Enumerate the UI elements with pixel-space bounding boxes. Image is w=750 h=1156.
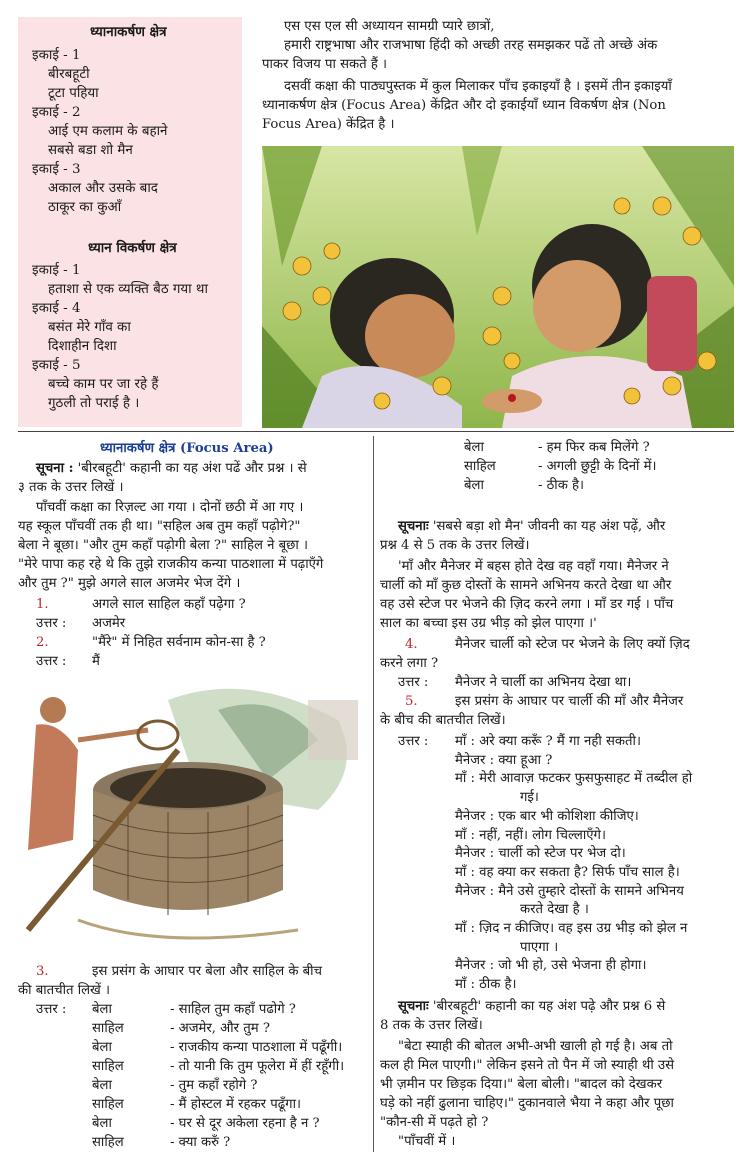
conversation-line: करते देखा है । bbox=[520, 902, 589, 918]
conversation-line: मैनेजर : एक बार भी कोशिशा कीजिए। bbox=[455, 808, 639, 824]
dialogue-speaker: बेला bbox=[464, 440, 484, 455]
toc-unit: इकाई - 2 bbox=[32, 105, 81, 120]
question-number: 1. bbox=[36, 597, 49, 612]
conversation-line: माँ : ज़िद न कीजिए। वह इस उग्र भीड़ को झेल न bbox=[455, 921, 688, 936]
dialogue-speaker: बेला bbox=[92, 1116, 112, 1131]
nonfocus-heading: ध्यान विकर्षण क्षेत्र bbox=[88, 240, 177, 256]
toc-item: दिशाहीन दिशा bbox=[48, 339, 117, 354]
answer-label: उत्तर : bbox=[398, 734, 429, 749]
question-number: 5. bbox=[405, 694, 418, 709]
column-divider bbox=[373, 436, 374, 1152]
passage-line: साल का बच्चा इस उग्र भीड़ को झेल पाएगा ।' bbox=[380, 616, 597, 631]
question-text: इस प्रसंग के आघार पर बेला और साहिल के बीच bbox=[92, 964, 322, 979]
question-text: इस प्रसंग के आघार पर चार्ली की माँ और मैनेजर bbox=[455, 694, 684, 709]
intro-line: हमारी राष्ट्रभाषा और राजभाषा हिंदी को अच्छी तरह समझकर पढें तो अच्छे अंक bbox=[284, 38, 658, 53]
dialogue-line: - राजकीय कन्या पाठशाला में पढूँगी। bbox=[170, 1040, 343, 1055]
intro-line: Focus Area) केंद्रित है । bbox=[262, 117, 395, 132]
passage-line: बेला ने बूछा। "और तुम कहाँ पढ़ोगी बेला ?" साहिल ने बूछा । bbox=[18, 538, 308, 553]
question-number: 4. bbox=[405, 637, 418, 652]
conversation-line: मैनेजर : चार्ली को स्टेज पर भेज दो। bbox=[455, 846, 626, 862]
dialogue-line: - हम फिर कब मिलेंगे ? bbox=[538, 440, 650, 455]
question-number: 3. bbox=[36, 964, 49, 979]
note-text: प्रश्न 4 से 5 तक के उत्तर लिखें। bbox=[380, 538, 530, 553]
focus-heading: ध्यानाकर्षण क्षेत्र bbox=[90, 24, 167, 40]
intro-line: दसवीं कक्षा की पाठ्यपुस्तक में कुल मिलाकर पाँच इकाइयाँ है । इसमें तीन इकाइयाँ bbox=[284, 79, 672, 94]
intro-line: ध्यानाकर्षण क्षेत्र (Focus Area) केंद्रित और दो इकाईयाँ ध्यान विकर्षण क्षेत्र (Non bbox=[262, 98, 666, 113]
toc-unit: इकाई - 1 bbox=[32, 263, 81, 278]
toc-item: टूटा पहिया bbox=[48, 86, 99, 101]
toc-item: सबसे बडा शो मैन bbox=[48, 143, 133, 158]
passage-line: "पाँचवीं में । bbox=[398, 1134, 456, 1149]
dialogue-speaker: साहिल bbox=[92, 1059, 124, 1074]
passage-line: "मेरे पापा कह रहे थे कि तुझे राजकीय कन्या पाठशाला में पढ़ाएँगे bbox=[18, 557, 324, 572]
dialogue-speaker: बेला bbox=[464, 478, 484, 493]
passage-line: भी ज़मीन पर छिड़क दिया।" बेला बोली। "बादल को देखकर bbox=[380, 1077, 663, 1092]
question-text: "मैंरे" में निहित सर्वनाम कोन-सा है ? bbox=[92, 635, 266, 650]
conversation-line: माँ : ठीक है। bbox=[455, 977, 517, 993]
children-illustration bbox=[262, 146, 734, 428]
passage-line: कल ही मिल पाएगी।" लेकिन इसने तो पैन में जो स्याही थी उसे bbox=[380, 1058, 675, 1073]
conversation-line: पाएगा । bbox=[520, 939, 559, 955]
conversation-line: मैनेजर : मैने उसे तुम्हारे दोस्तों के सामने अभिनय bbox=[455, 883, 684, 899]
conversation-line: माँ : अरे क्या करूँ ? मैं गा नही सकती। bbox=[455, 734, 641, 749]
dialogue-line: - तुम कहाँ रहोगे ? bbox=[170, 1078, 258, 1093]
passage-line: चार्ली को माँ कुछ दोस्तों के सामने अभिनय करते देखा था और bbox=[380, 578, 672, 593]
question-text: मैनेजर चार्ली को स्टेज पर भेजने के लिए क्यों ज़िद bbox=[455, 637, 690, 652]
toc-item: गुठली तो पराई है । bbox=[48, 396, 140, 411]
intro-line: एस एस एल सी अध्यायन सामग्री प्यारे छात्रों, bbox=[284, 19, 495, 34]
toc-unit: इकाई - 3 bbox=[32, 162, 81, 177]
passage-line: "कौन-सी में पढ़ते हो ? bbox=[380, 1115, 489, 1130]
dialogue-line: - मैं होस्टल में रहकर पढूँगा। bbox=[170, 1097, 301, 1112]
dialogue-line: - ठीक है। bbox=[538, 478, 585, 493]
dialogue-speaker: साहिल bbox=[92, 1021, 124, 1036]
question-text: की बातचीत लिखें । bbox=[18, 983, 111, 998]
dialogue-line: - अजमेर, और तुम ? bbox=[170, 1021, 270, 1036]
intro-line: पाकर विजय पा सकते हैं । bbox=[262, 57, 388, 72]
dialogue-speaker: साहिल bbox=[92, 1135, 124, 1150]
passage-line: 'माँ और मैनेजर में बहस होते देख वह वहाँ गया। मैनेजर ने bbox=[398, 559, 669, 574]
toc-unit: इकाई - 4 bbox=[32, 301, 81, 316]
dialogue-speaker: साहिल bbox=[92, 1097, 124, 1112]
well-illustration bbox=[18, 680, 363, 960]
section-divider bbox=[18, 431, 734, 432]
note-text: ३ तक के उत्तर लिखें । bbox=[18, 480, 124, 495]
conversation-line: मैनेजर : क्या हूआ ? bbox=[455, 752, 553, 768]
question-text: अगले साल साहिल कहाँ पढ़ेगा ? bbox=[92, 597, 246, 612]
dialogue-line: - घर से दूर अकेला रहना है न ? bbox=[170, 1116, 320, 1131]
dialogue-speaker: बेला bbox=[92, 1002, 112, 1017]
conversation-line: माँ : नहीं, नहीं। लोग चिल्लाएँगे। bbox=[455, 827, 606, 843]
answer-text: अजमेर bbox=[92, 616, 126, 631]
note-label: सूचनाः bbox=[398, 519, 429, 534]
note-label: सूचना : bbox=[36, 461, 74, 476]
toc-item: आई एम कलाम के बहाने bbox=[48, 124, 168, 139]
note-label: सूचनाः bbox=[398, 999, 429, 1014]
toc-item: ठाकूर का कुआँ bbox=[48, 200, 122, 215]
passage-line: "बेटा स्याही की बोतल अभी-अभी खाली हो गई है। अब तो bbox=[398, 1039, 673, 1054]
passage-line: और तुम ?" मुझे अगले साल अजमेर भेज देंगे । bbox=[18, 576, 241, 591]
toc-item: हताशा से एक व्यक्ति बैठ गया था bbox=[48, 282, 208, 297]
dialogue-speaker: साहिल bbox=[464, 459, 496, 474]
toc-unit: इकाई - 5 bbox=[32, 358, 81, 373]
conversation-line: माँ : वह क्या कर सकता है? सिर्फ पाँच साल है। bbox=[455, 864, 680, 880]
question-number: 2. bbox=[36, 635, 49, 650]
answer-text: मैं bbox=[92, 654, 100, 669]
note-text: 'बीरबहूटी' कहानी का यह अंश पढ़े और प्रश्न 6 से bbox=[428, 999, 666, 1014]
section-heading: ध्यानाकर्षण क्षेत्र (Focus Area) bbox=[100, 441, 274, 456]
dialogue-line: - अगली छुट्टी के दिनों में। bbox=[538, 459, 657, 474]
question-text: के बीच की बातचीत लिखें। bbox=[380, 713, 506, 728]
answer-label: उत्तर : bbox=[36, 616, 67, 631]
passage-line: पाँचवीं कक्षा का रिज़ल्ट आ गया । दोनों छठी में आ गए । bbox=[36, 500, 304, 515]
dialogue-line: - क्या करुँ ? bbox=[170, 1135, 231, 1150]
passage-line: वह उसे स्टेज पर भेजने की ज़िद करने लगा । माँ डर गई । पाँच bbox=[380, 597, 674, 612]
dialogue-speaker: बेला bbox=[92, 1040, 112, 1055]
toc-item: बीरबहूटी bbox=[48, 67, 90, 82]
note-text: 8 तक के उत्तर लिखें। bbox=[380, 1018, 483, 1033]
conversation-line: गई। bbox=[520, 790, 539, 806]
dialogue-line: - साहिल तुम कहाँ पढोगे ? bbox=[170, 1002, 296, 1017]
dialogue-speaker: बेला bbox=[92, 1078, 112, 1093]
answer-label: उत्तर : bbox=[36, 1002, 67, 1017]
conversation-line: मैनेजर : जो भी हो, उसे भेजना ही होगा। bbox=[455, 958, 647, 974]
passage-line: यह स्कूल पाँचवीं तक ही था। "सहिल अब तुम कहाँ पढ़ोगे?" bbox=[18, 519, 301, 534]
answer-label: उत्तर : bbox=[398, 675, 429, 690]
toc-panel bbox=[18, 17, 242, 427]
conversation-line: माँ : मेरी आवाज़ फटकर फुसफुसाहट में तब्दील हो bbox=[455, 771, 693, 787]
dialogue-line: - तो यानी कि तुम फूलेरा में हीं रहूँगी। bbox=[170, 1059, 345, 1074]
toc-item: बच्चे काम पर जा रहे हैं bbox=[48, 377, 159, 392]
note-text: 'बीरबहूटी' कहानी का यह अंश पढें और प्रश्न । से bbox=[73, 461, 307, 476]
toc-item: बसंत मेरे गाँव का bbox=[48, 320, 131, 335]
question-text: करने लगा ? bbox=[380, 656, 439, 671]
toc-item: अकाल और उसके बाद bbox=[48, 181, 158, 196]
note-text: 'सबसे बड़ा शो मैन' जीवनी का यह अंश पढ़ें, और bbox=[428, 519, 666, 534]
toc-unit: इकाई - 1 bbox=[32, 48, 81, 63]
answer-text: मैनेजर ने चार्ली का अभिनय देखा था। bbox=[455, 675, 632, 690]
passage-line: घड़े को नहीं ढुलाना चाहिए।" दुकानवाले भैया ने कहा और पूछा bbox=[380, 1096, 674, 1111]
answer-label: उत्तर : bbox=[36, 654, 67, 669]
